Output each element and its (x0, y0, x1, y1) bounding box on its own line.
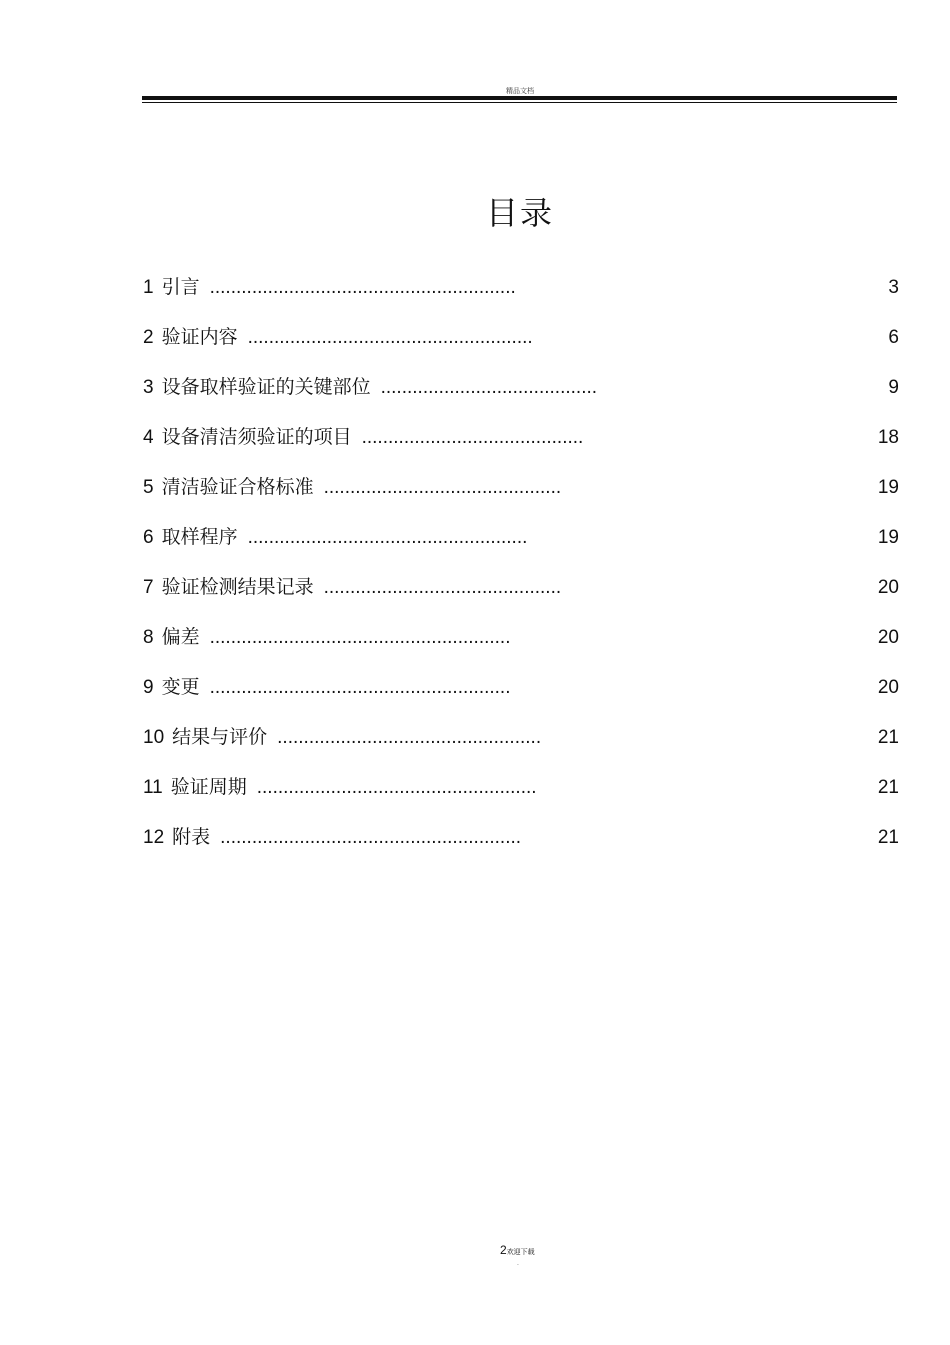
header-rule-thick (142, 96, 897, 100)
toc-entry-leader: ..................................................... (256, 777, 537, 798)
toc-entry-page: 21 (877, 727, 899, 748)
toc-entry-page: 20 (877, 627, 899, 648)
toc-entry-leader: ......................................................... (209, 627, 511, 648)
toc-entry-number: 10 (143, 727, 165, 748)
toc-entry-page: 20 (877, 577, 899, 598)
toc-entry-page: 20 (877, 677, 899, 698)
toc-entry-number: 9 (143, 677, 154, 698)
toc-entry-label: 验证检测结果记录 (161, 577, 314, 598)
toc-entry[interactable] (143, 720, 899, 770)
toc-entry-leader: ......................................................... (220, 827, 522, 848)
toc-entry[interactable] (143, 470, 899, 520)
toc-entry-number: 4 (143, 427, 154, 448)
toc-entry-leader: .................................................. (277, 727, 542, 748)
toc-entry-page: 3 (888, 277, 899, 298)
toc-entry-page: 21 (877, 827, 899, 848)
toc-entry[interactable] (143, 570, 899, 620)
toc-entry-number: 1 (143, 277, 154, 298)
toc-entry-number: 11 (143, 777, 163, 798)
toc-entry-number: 5 (143, 477, 154, 498)
toc-entry-label: 引言 (161, 277, 200, 298)
footer (500, 1243, 535, 1257)
footer-mark: . (517, 1260, 519, 1267)
toc-entry[interactable] (143, 770, 899, 820)
toc-entry-page: 19 (877, 527, 899, 548)
toc-entry-label: 变更 (161, 677, 200, 698)
footer-page-number: 2 (500, 1243, 507, 1257)
toc-entry-number: 2 (143, 327, 154, 348)
toc-entry-label: 设备清洁须验证的项目 (161, 427, 352, 448)
footer-download-tag: 欢迎下载 (506, 1249, 535, 1256)
toc-entry-page: 6 (888, 327, 899, 348)
toc-entry-number: 6 (143, 527, 154, 548)
toc-entry-label: 附表 (172, 827, 211, 848)
toc-entry-number: 7 (143, 577, 154, 598)
toc-entry[interactable] (143, 320, 899, 370)
toc-entry-leader: ......................................... (380, 377, 598, 398)
header-rule-thin (142, 102, 897, 103)
toc-entry-leader: ............................................. (323, 577, 562, 598)
header-label: 精品文档 (506, 87, 534, 95)
toc-entry-leader: ......................................................... (209, 677, 511, 698)
page-title: 目录 (485, 194, 554, 232)
toc-entry-label: 验证周期 (170, 777, 247, 798)
toc-entry-label: 设备取样验证的关键部位 (161, 377, 371, 398)
toc-entry-page: 21 (877, 777, 899, 798)
toc-entry-label: 验证内容 (161, 327, 238, 348)
toc-entry-leader: ............................................. (323, 477, 562, 498)
toc-entry[interactable] (143, 420, 899, 470)
toc-entry-page: 18 (877, 427, 899, 448)
toc-entry[interactable] (143, 370, 899, 420)
toc-entry-label: 取样程序 (161, 527, 238, 548)
toc-entry-label: 清洁验证合格标准 (161, 477, 314, 498)
toc-entry-page: 19 (877, 477, 899, 498)
toc-entry[interactable] (143, 520, 899, 570)
toc-entry-number: 3 (143, 377, 154, 398)
toc-entry[interactable] (143, 670, 899, 720)
toc-entry[interactable] (143, 620, 899, 670)
toc-entry[interactable] (143, 820, 899, 870)
toc-entry[interactable] (143, 270, 899, 320)
toc-entry-leader: ...................................................... (247, 327, 533, 348)
toc-entry-leader: .......................................................... (209, 277, 516, 298)
toc-entry-leader: ..................................................... (247, 527, 528, 548)
toc-entry-number: 8 (143, 627, 154, 648)
toc-entry-leader: .......................................... (361, 427, 584, 448)
toc-entry-number: 12 (143, 827, 165, 848)
toc-entry-label: 偏差 (161, 627, 200, 648)
toc-entry-page: 9 (888, 377, 899, 398)
toc-entry-label: 结果与评价 (172, 727, 268, 748)
table-of-contents (143, 270, 899, 870)
